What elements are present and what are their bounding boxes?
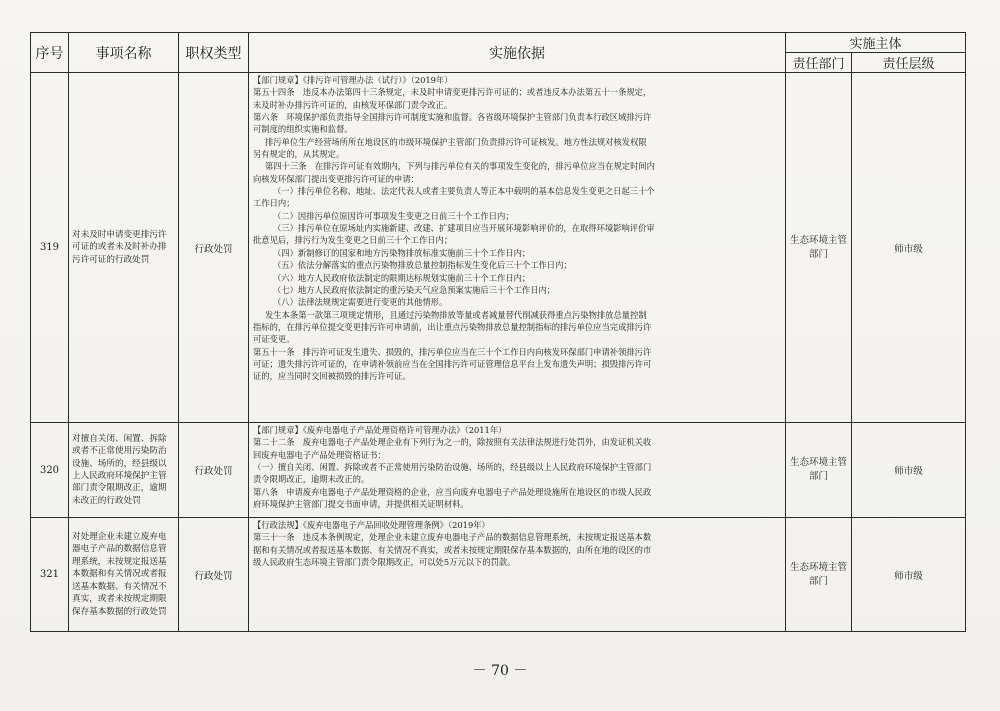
basis-line: （五）依法分解落实的重点污染物排放总量控制指标发生变化后三十个工作日内； — [273, 260, 572, 271]
basis-line: 第六条 环境保护部负责指导全国排污许可制度实施和监督。各省级环境保护主管部门负责本行政区域排污许 — [253, 112, 652, 123]
basis-line: 可制度的组织实施和监督。 — [253, 124, 353, 135]
basis-line: （八）法律法规规定需要进行变更的其他情形。 — [273, 297, 448, 308]
row-resp-level: 师市级 — [852, 518, 966, 632]
power-list-table — [30, 32, 966, 632]
basis-line: （一）擅自关闭、闲置、拆除或者不正常使用污染防治设施、场所的，经县级以上人民政府环境保护主管部门 — [253, 462, 652, 473]
basis-line: （六）地方人民政府依法制定的限期达标规划实施前三十个工作日内； — [273, 272, 531, 283]
basis-line: 据和有关情况或者报送基本数据、有关情况不真实，或者未按规定期限保存基本数据的，由所在地的设区的市 — [253, 544, 652, 555]
basis-line: 发生本条第一款第三项规定情形，且通过污染物排放等量或者减量替代削减获得重点污染物排放总量控制 — [265, 309, 647, 320]
row-seq: 321 — [31, 518, 69, 632]
basis-line: 可证变更。 — [253, 334, 295, 345]
basis-line: 指标的，在排污单位提交变更排污许可申请前，出让重点污染物排放总量控制指标的排污单位应当完成排污许 — [253, 321, 652, 332]
row-basis — [249, 73, 786, 423]
basis-line: 第八条 申请废弃电器电子产品处理资格的企业，应当向废弃电器电子产品处理设施所在地设区的市级人民政 — [253, 486, 652, 497]
row-resp-level: 师市级 — [852, 423, 966, 518]
basis-line: 向核发环保部门提出变更排污许可证的申请： — [253, 173, 419, 184]
row-basis — [249, 423, 786, 518]
basis-line: 第三十一条 违反本条例规定，处理企业未建立废弃电器电子产品的数据信息管理系统，未按规定报送基本数 — [253, 532, 652, 543]
table-row — [31, 518, 966, 632]
row-resp-dept: 生态环境主管部门 — [786, 518, 852, 632]
row-resp-dept: 生态环境主管部门 — [786, 73, 852, 423]
header-subject: 实施主体 — [786, 33, 966, 53]
basis-line: 【部门规章】《排污许可管理办法（试行）》（2019年） — [253, 75, 453, 85]
basis-line: 回废弃电器电子产品处理资格证书： — [253, 449, 386, 460]
row-resp-dept: 生态环境主管部门 — [786, 423, 852, 518]
basis-line: 第二十二条 废弃电器电子产品处理企业有下列行为之一的，除按照有关法律法规进行处罚外，由发证机关收 — [253, 437, 652, 448]
basis-line: （二）因排污单位原因许可事项发生变更之日前三十个工作日内； — [273, 210, 514, 221]
basis-line: （三）排污单位在原场址内实施新建、改建、扩建项目应当开展环境影响评价的，在取得环境影响评价审 — [273, 223, 655, 234]
row-power-type: 行政处罚 — [179, 518, 249, 632]
basis-line: 【行政法规】《废弃电器电子产品回收处理管理条例》（2019年） — [253, 520, 490, 530]
row-resp-level: 师市级 — [852, 73, 966, 423]
header-basis: 实施依据 — [249, 33, 786, 73]
basis-line: 第五十四条 违反本办法第四十三条规定，未及时申请变更排污许可证的；或者违反本办法第五十一条规定， — [253, 87, 652, 98]
basis-line: 可证；遗失排污许可证的，在申请补领前应当在全国排污许可证管理信息平台上发布遗失声明；损毁排污许可 — [253, 358, 652, 369]
header-power-type: 职权类型 — [179, 33, 249, 73]
page-number: － 70 － — [472, 663, 528, 679]
basis-line: 府环境保护主管部门提交书面申请，并提供相关证明材料。 — [253, 499, 469, 510]
basis-line: 未及时补办排污许可证的，由核发环保部门责令改正。 — [253, 99, 453, 110]
row-basis — [249, 518, 786, 632]
basis-line: 【部门规章】《废弃电器电子产品处理资格许可管理办法》（2011年） — [253, 425, 507, 435]
header-resp-dept: 责任部门 — [786, 53, 852, 73]
basis-line: 责令限期改正，逾期未改正的。 — [253, 474, 370, 485]
row-seq: 319 — [31, 73, 69, 423]
basis-line: （七）地方人民政府依法制定的重污染天气应急预案实施后三十个工作日内； — [273, 284, 556, 295]
basis-line: 证的，应当同时交回被损毁的排污许可证。 — [253, 371, 411, 382]
table-row — [31, 423, 966, 518]
basis-line: 另有规定的，从其规定。 — [253, 149, 345, 160]
basis-line: （一）排污单位名称、地址、法定代表人或者主要负责人等正本中载明的基本信息发生变更之日起三十个 — [273, 186, 655, 197]
basis-line: （四）新制修订的国家和地方污染物排放标准实施前三十个工作日内； — [273, 247, 531, 258]
row-item-name: 对未及时申请变更排污许可证的或者未及时补办排污许可证的行政处罚 — [69, 73, 179, 423]
basis-line: 排污单位生产经营场所所在地设区的市级环境保护主管部门负责排污许可证核发。地方性法规对核发权限 — [265, 136, 647, 147]
basis-line: 工作日内； — [253, 198, 295, 209]
basis-line: 批意见后，排污行为发生变更之日前三十个工作日内； — [253, 235, 453, 246]
header-item-name: 事项名称 — [69, 33, 179, 73]
basis-line: 第四十三条 在排污许可证有效期内，下列与排污单位有关的事项发生变化的，排污单位应当在规定时间内 — [265, 161, 655, 172]
row-item-name: 对擅自关闭、闲置、拆除或者不正常使用污染防治设施、场所的，经县级以上人民政府环境保护主管部门责令限期改正，逾期未改正的行政处罚 — [69, 423, 179, 518]
row-power-type: 行政处罚 — [179, 73, 249, 423]
basis-line: 第五十一条 排污许可证发生遗失、损毁的，排污单位应当在三十个工作日内向核发环保部门申请补领排污许 — [253, 346, 652, 357]
row-power-type: 行政处罚 — [179, 423, 249, 518]
row-seq: 320 — [31, 423, 69, 518]
table-row — [31, 73, 966, 423]
basis-line: 级人民政府生态环境主管部门责令限期改正，可以处5万元以下的罚款。 — [253, 557, 516, 568]
header-resp-level: 责任层级 — [852, 53, 966, 73]
header-seq: 序号 — [31, 33, 69, 73]
row-item-name: 对处理企业未建立废弃电器电子产品的数据信息管理系统，未按规定报送基本数据和有关情况或者报送基本数据、有关情况不真实，或者未按规定期限保存基本数据的行政处罚 — [69, 518, 179, 632]
